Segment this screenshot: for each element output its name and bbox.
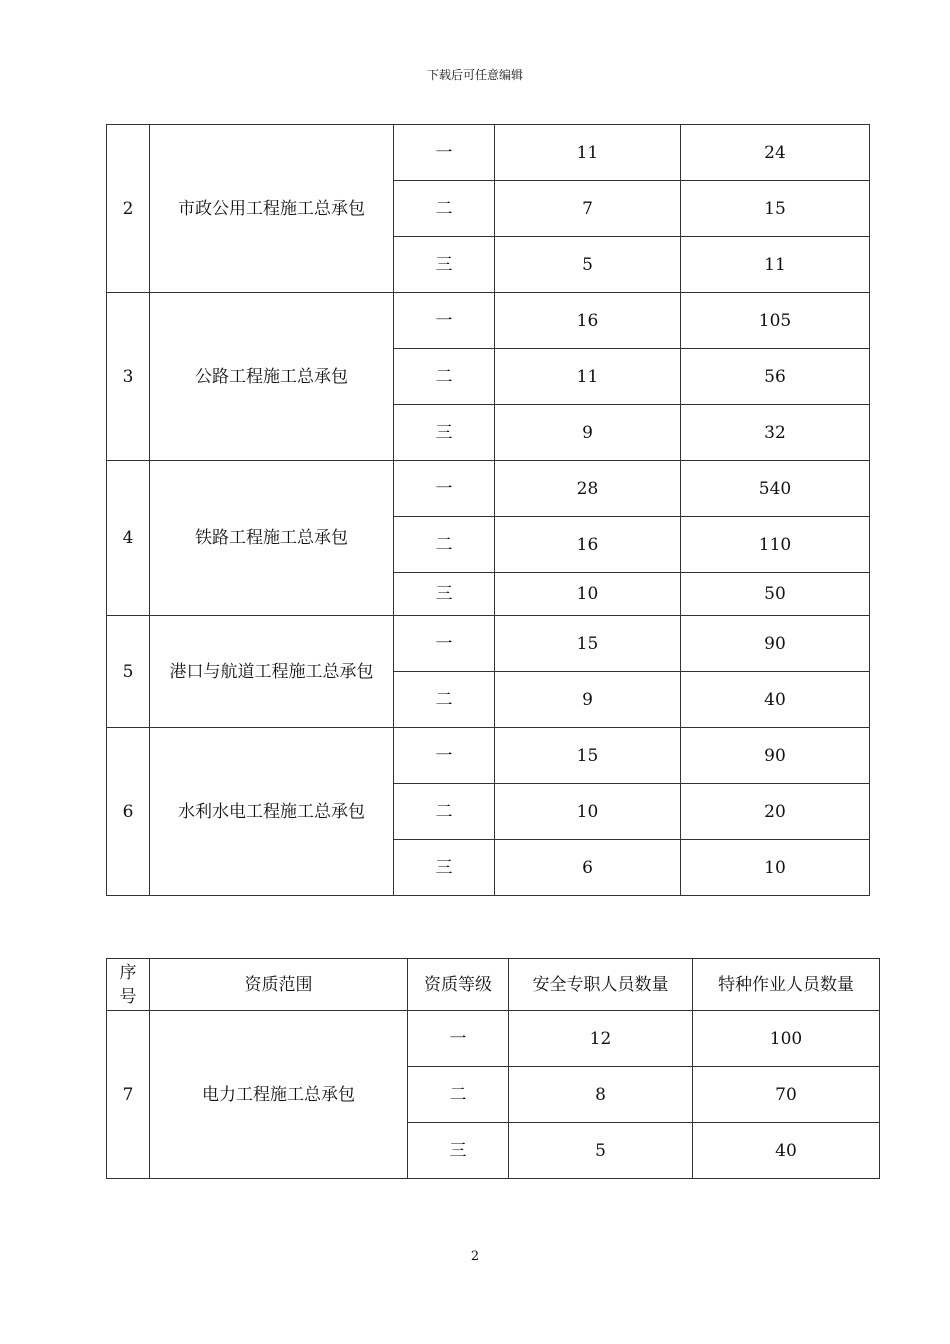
special-worker-count: 105 (681, 293, 870, 349)
row-number: 7 (107, 1011, 150, 1179)
qualification-grade: 二 (394, 517, 495, 573)
special-worker-count: 40 (681, 672, 870, 728)
table-row (107, 293, 870, 349)
safety-staff-count: 15 (495, 616, 681, 672)
header-grade: 资质等级 (408, 959, 509, 1011)
safety-staff-count: 8 (509, 1067, 693, 1123)
qualification-grade: 一 (394, 616, 495, 672)
qualification-grade: 二 (394, 784, 495, 840)
qualification-grade: 一 (394, 125, 495, 181)
qualification-scope: 公路工程施工总承包 (150, 293, 394, 461)
qualification-scope: 铁路工程施工总承包 (150, 461, 394, 616)
qualification-grade: 二 (394, 349, 495, 405)
qualification-scope: 港口与航道工程施工总承包 (150, 616, 394, 728)
header-safety-staff: 安全专职人员数量 (509, 959, 693, 1011)
qualification-grade: 三 (394, 237, 495, 293)
special-worker-count: 50 (681, 573, 870, 616)
header-number: 序号 (107, 959, 150, 1011)
qualification-scope: 市政公用工程施工总承包 (150, 125, 394, 293)
special-worker-count: 70 (693, 1067, 880, 1123)
table-row (107, 728, 870, 784)
table-row (107, 616, 870, 672)
safety-staff-count: 15 (495, 728, 681, 784)
table-row (107, 461, 870, 517)
header-scope: 资质范围 (150, 959, 408, 1011)
safety-staff-count: 5 (509, 1123, 693, 1179)
header-special-workers: 特种作业人员数量 (693, 959, 880, 1011)
qualification-grade: 二 (394, 181, 495, 237)
qualification-grade: 一 (394, 728, 495, 784)
safety-staff-count: 5 (495, 237, 681, 293)
qualification-grade: 三 (394, 840, 495, 896)
safety-staff-count: 16 (495, 293, 681, 349)
safety-staff-count: 16 (495, 517, 681, 573)
page-header: 下载后可任意编辑 (426, 68, 523, 82)
row-number: 2 (107, 125, 150, 293)
special-worker-count: 110 (681, 517, 870, 573)
special-worker-count: 40 (693, 1123, 880, 1179)
safety-staff-count: 11 (495, 349, 681, 405)
special-worker-count: 90 (681, 616, 870, 672)
qualification-grade: 三 (408, 1123, 509, 1179)
qualification-scope: 电力工程施工总承包 (150, 1011, 408, 1179)
safety-staff-count: 11 (495, 125, 681, 181)
safety-staff-count: 10 (495, 784, 681, 840)
qualification-grade: 一 (408, 1011, 509, 1067)
page-number: 2 (470, 1249, 480, 1264)
safety-staff-count: 9 (495, 405, 681, 461)
special-worker-count: 540 (681, 461, 870, 517)
qualification-grade: 三 (394, 573, 495, 616)
special-worker-count: 32 (681, 405, 870, 461)
safety-staff-count: 9 (495, 672, 681, 728)
qualification-grade: 一 (394, 461, 495, 517)
qualification-grade: 二 (394, 672, 495, 728)
special-worker-count: 20 (681, 784, 870, 840)
qualification-grade: 一 (394, 293, 495, 349)
special-worker-count: 15 (681, 181, 870, 237)
safety-staff-count: 6 (495, 840, 681, 896)
table-row (107, 125, 870, 181)
special-worker-count: 24 (681, 125, 870, 181)
row-number: 6 (107, 728, 150, 896)
row-number: 3 (107, 293, 150, 461)
special-worker-count: 11 (681, 237, 870, 293)
row-number: 4 (107, 461, 150, 616)
qualification-grade: 二 (408, 1067, 509, 1123)
safety-staff-count: 12 (509, 1011, 693, 1067)
qualification-grade: 三 (394, 405, 495, 461)
safety-staff-count: 28 (495, 461, 681, 517)
safety-staff-count: 7 (495, 181, 681, 237)
table-header-row (107, 959, 880, 1011)
special-worker-count: 56 (681, 349, 870, 405)
qualification-table-2 (106, 958, 880, 1179)
special-worker-count: 10 (681, 840, 870, 896)
qualification-scope: 水利水电工程施工总承包 (150, 728, 394, 896)
row-number: 5 (107, 616, 150, 728)
special-worker-count: 90 (681, 728, 870, 784)
qualification-table-1 (106, 124, 870, 896)
special-worker-count: 100 (693, 1011, 880, 1067)
safety-staff-count: 10 (495, 573, 681, 616)
table-row (107, 1011, 880, 1067)
